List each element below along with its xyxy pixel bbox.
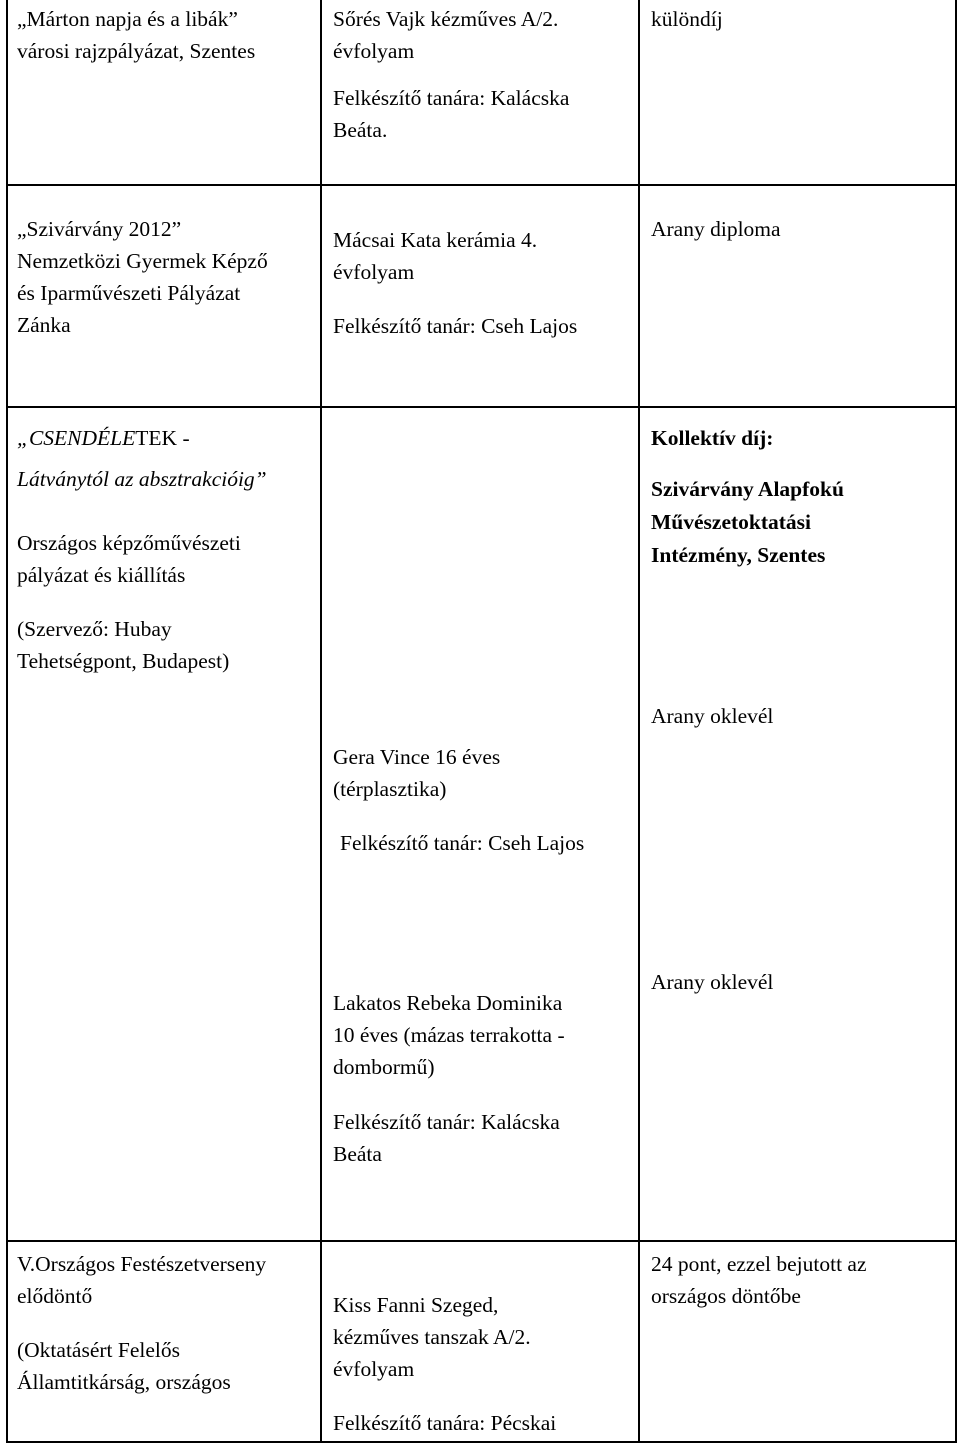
collective-award-institution: Intézmény, Szentes xyxy=(651,543,826,567)
participant-grade: évfolyam xyxy=(333,1357,415,1381)
competition-name: Nemzetközi Gyermek Képző xyxy=(17,249,268,273)
participant-work: (térplasztika) xyxy=(333,777,447,801)
result: Arany oklevél xyxy=(651,704,774,728)
result: Arany oklevél xyxy=(651,970,774,994)
competition-name: elődöntő xyxy=(17,1284,93,1308)
competition-name: városi rajzpályázat, Szentes xyxy=(17,39,256,63)
result: Arany diploma xyxy=(651,217,781,241)
teacher-name: Felkészítő tanár: Cseh Lajos xyxy=(333,314,578,338)
competition-name: V.Országos Festészetverseny xyxy=(17,1252,267,1276)
table-column-border xyxy=(320,0,322,1443)
competition-organizer: Tehetségpont, Budapest) xyxy=(17,649,230,673)
competition-subtitle: Látványtól az absztrakcióig” xyxy=(17,467,267,491)
participant-name: Mácsai Kata kerámia 4. xyxy=(333,228,538,252)
participant-grade: évfolyam xyxy=(333,39,415,63)
collective-award-institution: Művészetoktatási xyxy=(651,510,812,534)
participant-name: Gera Vince 16 éves xyxy=(333,745,501,769)
teacher-name: Felkészítő tanára: Pécskai xyxy=(333,1411,557,1435)
teacher-name: Felkészítő tanár: Kalácska xyxy=(333,1110,560,1134)
table-row-border xyxy=(6,1240,957,1242)
result: 24 pont, ezzel bejutott az xyxy=(651,1252,867,1276)
table-row-border xyxy=(6,406,957,408)
competition-name: Országos képzőművészeti xyxy=(17,531,241,555)
table-right-border xyxy=(955,0,957,1443)
competition-title-regular: TEK - xyxy=(135,426,190,450)
table-column-border xyxy=(638,0,640,1443)
competition-title-italic: „CSENDÉLE xyxy=(17,426,136,450)
participant-grade: évfolyam xyxy=(333,260,415,284)
collective-award-institution: Szivárvány Alapfokú xyxy=(651,477,844,501)
participant-work: 10 éves (mázas terrakotta - xyxy=(333,1023,565,1047)
competition-organizer: (Szervező: Hubay xyxy=(17,617,172,641)
participant-grade: kézműves tanszak A/2. xyxy=(333,1325,531,1349)
collective-award-label: Kollektív díj: xyxy=(651,426,774,450)
table-bottom-border xyxy=(6,1441,957,1443)
teacher-name: Beáta. xyxy=(333,118,388,142)
teacher-name: Felkészítő tanár: Cseh Lajos xyxy=(340,831,585,855)
result: különdíj xyxy=(651,7,723,31)
competition-title xyxy=(17,422,190,454)
participant-name: Kiss Fanni Szeged, xyxy=(333,1293,499,1317)
competition-organizer: Államtitkárság, országos xyxy=(17,1370,231,1394)
competition-name: „Márton napja és a libák” xyxy=(17,7,238,31)
participant-name: Lakatos Rebeka Dominika xyxy=(333,991,563,1015)
result: országos döntőbe xyxy=(651,1284,801,1308)
competition-name: és Iparművészeti Pályázat xyxy=(17,281,241,305)
teacher-name: Beáta xyxy=(333,1142,382,1166)
competition-name: „Szivárvány 2012” xyxy=(17,217,182,241)
teacher-name: Felkészítő tanára: Kalácska xyxy=(333,86,570,110)
competition-name: pályázat és kiállítás xyxy=(17,563,186,587)
table-row-border xyxy=(6,184,957,186)
competition-location: Zánka xyxy=(17,313,71,337)
competition-organizer: (Oktatásért Felelős xyxy=(17,1338,180,1362)
participant-work: dombormű) xyxy=(333,1055,435,1079)
participant-name: Sőrés Vajk kézműves A/2. xyxy=(333,7,559,31)
table-left-border xyxy=(6,0,8,1443)
